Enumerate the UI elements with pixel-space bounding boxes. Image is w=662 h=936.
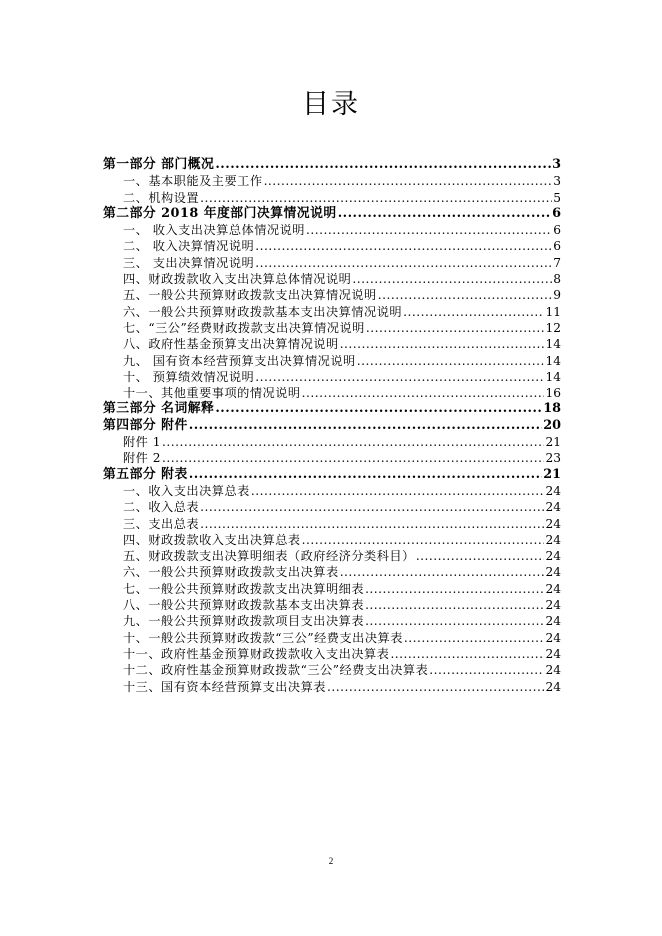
toc-entry-page: 24 [545,581,561,596]
toc-entry-label: 六、一般公共预算财政拨款基本支出决算情况说明 [123,304,403,319]
toc-entry-label: 十三、国有资本经营预算支出决算表 [123,679,326,694]
toc-entry-page: 7 [553,255,561,270]
toc-entry-label: 十二、政府性基金预算财政拨款“三公”经费支出决算表 [123,663,429,678]
toc-leader-dots [365,581,544,597]
toc-entry-label: 十一、其他重要事项的情况说明 [123,386,301,401]
toc-entry-page: 14 [545,369,561,384]
toc-leader-dots [340,336,545,352]
toc-entry-page: 24 [545,663,561,678]
toc-leader-dots [365,597,544,613]
toc-leader-dots [215,157,551,173]
toc-entry-page: 18 [543,401,561,417]
toc-entry-page: 24 [545,516,561,531]
toc-entry-page: 24 [545,549,561,564]
toc-entry-page: 11 [545,304,561,319]
toc-entry-label: 第二部分 2018 年度部门决算情况说明 [103,205,337,221]
toc-entry-label: 附件 2 [123,451,162,466]
toc-leader-dots [189,467,542,483]
toc-entry-label: 三、 支出决算情况说明 [123,255,255,270]
toc-entry-page: 3 [552,157,561,172]
toc-entry-label: 第五部分 附表 [103,466,188,482]
toc-entry-page: 24 [545,500,561,515]
toc-entry-page: 24 [545,598,561,613]
toc-leader-dots [200,190,552,206]
toc-leader-dots [357,353,545,369]
toc-entry-label: 二、机构设置 [123,190,200,205]
toc-entry-label: 附件 1 [123,435,162,450]
toc-entry-label: 五、财政拨款支出决算明细表（政府经济分类科目） [123,549,415,564]
toc-entry-page: 16 [545,386,561,401]
toc-entry-label: 第一部分 部门概况 [103,157,215,172]
toc-entry-page: 12 [545,320,561,335]
toc-leader-dots [200,499,544,515]
toc-entry-label: 第四部分 附件 [103,417,188,433]
toc-entry[interactable] [103,662,561,678]
toc-entry[interactable] [103,581,561,597]
toc-entry-page: 21 [543,466,561,482]
toc-leader-dots [429,662,544,678]
toc-entry-label: 一、基本职能及主要工作 [123,174,263,189]
toc-entry-label: 二、收入总表 [123,500,200,515]
toc-entry-label: 第三部分 名词解释 [103,401,215,417]
toc-leader-dots [390,646,544,662]
toc-leader-dots [255,255,552,271]
table-of-contents [103,157,561,695]
toc-entry[interactable] [103,369,561,385]
toc-entry[interactable] [103,336,561,352]
toc-entry-page: 6 [552,205,561,221]
toc-leader-dots [366,320,545,336]
toc-entry[interactable] [103,483,561,499]
toc-part-entry[interactable] [103,401,561,417]
toc-leader-dots [338,206,551,222]
toc-entry[interactable] [103,516,561,532]
toc-entry[interactable] [103,679,561,695]
toc-leader-dots [200,516,544,532]
toc-entry[interactable] [103,646,561,662]
toc-entry[interactable] [103,304,561,320]
toc-leader-dots [302,532,545,548]
toc-leader-dots [162,434,544,450]
toc-leader-dots [255,238,552,254]
toc-entry-label: 十、一般公共预算财政拨款“三公”经费支出决算表 [123,630,403,645]
toc-entry-label: 八、政府性基金预算支出决算情况说明 [123,337,339,352]
page-number: 2 [328,856,334,866]
toc-entry[interactable] [103,190,561,206]
toc-entry[interactable] [103,385,561,401]
toc-entry-page: 24 [545,614,561,629]
toc-leader-dots [306,222,552,238]
toc-entry[interactable] [103,255,561,271]
toc-entry-page: 6 [553,239,561,254]
toc-entry-page: 20 [543,417,561,433]
page-title: 目录 [302,89,360,120]
toc-leader-dots [302,385,545,401]
toc-entry-page: 14 [545,337,561,352]
toc-part-entry[interactable] [103,418,561,434]
toc-entry-label: 三、支出总表 [123,516,200,531]
toc-leader-dots [264,173,553,189]
toc-entry-label: 七、一般公共预算财政拨款支出决算明细表 [123,581,365,596]
toc-entry[interactable] [103,173,561,189]
toc-leader-dots [255,369,544,385]
toc-entry-label: 九、一般公共预算财政拨款项目支出决算表 [123,614,365,629]
toc-leader-dots [365,613,544,629]
toc-entry-label: 七、“三公”经费财政拨款支出决算情况说明 [123,320,365,335]
toc-part-entry[interactable] [103,157,561,173]
toc-entry[interactable] [103,499,561,515]
toc-leader-dots [378,287,552,303]
toc-entry-page: 21 [545,435,561,450]
toc-entry-page: 24 [545,646,561,661]
toc-part-entry[interactable] [103,206,561,222]
toc-entry[interactable] [103,320,561,336]
toc-entry[interactable] [103,353,561,369]
toc-entry-label: 五、一般公共预算财政拨款支出决算情况说明 [123,288,377,303]
toc-leader-dots [340,564,545,580]
toc-entry-page: 8 [553,272,561,287]
toc-leader-dots [403,304,544,320]
toc-entry[interactable] [103,597,561,613]
toc-entry-label: 四、财政拨款收入支出决算总表 [123,532,301,547]
toc-entry[interactable] [103,222,561,238]
toc-entry[interactable] [103,271,561,287]
toc-entry-page: 23 [545,451,561,466]
toc-entry[interactable] [103,434,561,450]
toc-entry-page: 24 [545,532,561,547]
toc-leader-dots [327,679,544,695]
toc-entry-label: 四、财政拨款收入支出决算总体情况说明 [123,272,352,287]
toc-entry-page: 9 [553,288,561,303]
toc-leader-dots [404,630,545,646]
toc-entry[interactable] [103,238,561,254]
toc-leader-dots [215,401,542,417]
toc-entry[interactable] [103,450,561,466]
toc-entry-label: 九、 国有资本经营预算支出决算情况说明 [123,353,356,368]
toc-entry-page: 14 [545,353,561,368]
toc-entry[interactable] [103,564,561,580]
toc-leader-dots [352,271,552,287]
toc-entry[interactable] [103,613,561,629]
toc-entry-label: 二、 收入决算情况说明 [123,239,255,254]
toc-entry[interactable] [103,287,561,303]
toc-leader-dots [162,450,544,466]
toc-entry-page: 5 [553,190,561,205]
toc-entry[interactable] [103,630,561,646]
toc-entry-page: 24 [545,483,561,498]
toc-leader-dots [416,548,545,564]
toc-leader-dots [189,418,542,434]
toc-entry-label: 一、收入支出决算总表 [123,483,250,498]
toc-leader-dots [251,483,545,499]
toc-entry[interactable] [103,532,561,548]
toc-entry-page: 24 [545,630,561,645]
toc-entry-label: 十、 预算绩效情况说明 [123,369,255,384]
toc-entry-label: 十一、政府性基金预算财政拨款收入支出决算表 [123,646,390,661]
toc-entry-label: 一、 收入支出决算总体情况说明 [123,223,305,238]
toc-part-entry[interactable] [103,467,561,483]
toc-entry[interactable] [103,548,561,564]
toc-entry-label: 八、一般公共预算财政拨款基本支出决算表 [123,598,365,613]
toc-entry-page: 3 [553,174,561,189]
toc-entry-page: 24 [545,565,561,580]
toc-entry-page: 6 [553,223,561,238]
toc-entry-label: 六、一般公共预算财政拨款支出决算表 [123,565,339,580]
toc-entry-page: 24 [545,679,561,694]
